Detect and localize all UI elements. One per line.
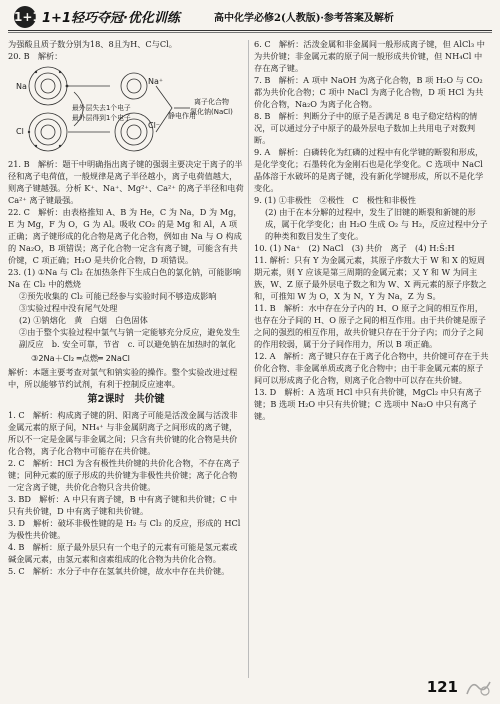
ionic-bond-diagram [14,64,244,156]
left-paragraph: 1. C 解析：构成离子键的阴、阳离子可能是活泼金属与活泼非金属元素的原子间，NH₄⁺ 与非金属阴离子之间形成的离子键，所以不一定是金属与非金属之间；只含有共价键的化合物是共价化合物，离子化合物中可能存在共价键。 [8,410,238,456]
left-paragraph: 解析：本题主要考查对氯气和钠实验的操作。整个实验改进过程中，所以能够节约试剂，有利于控制反应速率。 [8,367,238,389]
right-paragraph: 7. B 解析：A 项中 NaOH 为离子化合物，B 项 H₂O 与 CO₂ 都为共价化合物；C 项中 NaCl 为离子化合物，D 项 HCl 为共价化合物，Na₂O 为离子化合物。 [254,75,484,109]
diagram-label-nacl: 氯化钠(NaCl) [190,108,233,116]
right-paragraph: 13. D 解析：A 选项 HCl 中只有共价键，MgCl₂ 中只有离子键；B 选项 H₂O 中只有共价键；C 选项中 Na₂O 中只有离子键。 [254,387,482,421]
right-paragraph: 8. B 解析：判断分子中的原子是否满足 8 电子稳定结构的情况，可以通过分子中原子的最外层电子数加上共用电子对数判断。 [254,111,478,145]
left-paragraph: ②由于整个实验过程中氯气与钠一定能够充分反应，避免发生副反应 b. 安全可靠，节省 c. 可以避免钠在加热时的氧化 [19,327,241,349]
book-subtitle: 高中化学必修2(人教版)·参考答案及解析 [214,13,394,24]
left-paragraph: 5. C 解析：水分子中存在氢氧共价键，故水中存在共价键。 [8,566,230,576]
left-paragraph: 23. (1) ①Na 与 Cl₂ 在加热条件下生成白色的氯化钠，可能影响 Na 在 Cl₂ 中的燃烧 [8,267,241,289]
left-paragraph: 21. B 解析：题干中明确指出离子键的强弱主要决定于离子的半径和离子电荷值，一般规律是离子半径越小，离子电荷值越大，则离子键越强。分析 K⁺、Na⁺、Mg²⁺、Ca²⁺ 的离子半径和电荷 Ca²⁺ 离子键最强。 [8,159,244,205]
header-rule-thin [8,32,492,33]
left-paragraph: 3. BD 解析：A 中只有离子键，B 中有离子键和共价键；C 中只有共价键，D 中有离子键和共价键。 [8,494,238,516]
left-paragraph: 22. C 解析：由表格推知 A、B 为 He，C 为 Na，D 为 Mg，E 为 Mg，F 为 O，G 为 Al。吸收 CO₂ 的是 Mg 和 Al，A 项正确；离子键形成的化合物是离子化合物，例如由 Na 与 O 构成的 Na₂O，B 项错误；离子化合物一定含有离子键，可能含有共价键，C 项正确；H₂O 是共价化合物，D 项错误。 [8,207,242,265]
left-paragraph: 20. B 解析： [8,51,63,61]
brand-logo-icon: 1+1 [14,6,36,28]
header-rule [8,30,492,31]
right-paragraph: 12. A 解析：离子键只存在于离子化合物中，共价键可存在于共价化合物、非金属单质或离子化合物中；由于非金属元素的原子间可以形成离子化合物，则离子化合物中可以存在共价键。 [254,351,489,385]
right-paragraph: (2) 由于在本分解的过程中，发生了旧键的断裂和新键的形成，属于化学变化；由 H₂O 生成 O₂ 与 H₂，反应过程中分子的种类和数目发生了变化。 [265,207,488,241]
left-column [8,38,244,577]
diagram-label-ionic-compound: 离子化合物 [194,98,229,106]
right-paragraph: 9. (1) ①非极性 ②极性 C 极性和非极性 [254,195,416,205]
left-paragraph: ③实验过程中没有尾气处理 [19,303,118,313]
brand-title: 1+1轻巧夺冠·优化训练 [42,11,180,26]
diagram-ion-cl: Cl⁻ [148,121,161,130]
left-paragraph: 2. C 解析：HCl 为含有极性共价键的共价化合物，不存在离子键；同种元素的原子形成的共价键为非极性共价键；离子化合物一定含离子键，共价化合物只含共价键。 [8,458,240,492]
left-paragraph: 为强酸且质子数分别为18、8且为H、C与Cl。 [8,39,177,49]
left-paragraph: 3. D 解析：破坏非极性键的是 H₂ 与 Cl₂ 的反应，形成的 HCl 为极性共价键。 [8,518,241,540]
diagram-atom-cl: Cl [16,127,24,136]
diagram-label-electrostatic: 静电作用 [168,112,196,120]
right-paragraph: 11. B 解析：水中存在分子内的 H、O 原子之间的相互作用，也存在分子间的 H、O 原子之间的相互作用。由于共价键是原子之间的强烈的相互作用，故共价键只存在于分子内；而分子之间的作用较弱，属于分子间作用力，所以 B 项正确。 [254,303,486,349]
page-number: 121 [426,678,458,696]
diagram-ion-na: Na⁺ [148,77,164,86]
left-paragraph: 4. B 解析：原子最外层只有一个电子的元素有可能是氢元素或碱金属元素，由氢元素和卤素组成的化合物为共价化合物。 [8,542,238,564]
section-title: 第2课时 共价键 [87,394,165,405]
diagram-label-gain: 最外层得到1个电子 [72,114,131,122]
right-column [254,38,490,422]
right-paragraph: 6. C 解析：活泼金属和非金属间一般形成离子键，但 AlCl₃ 中为共价键；非金属元素的原子间一般形成共价键，但 NH₄Cl 中存在离子键。 [254,39,485,73]
right-paragraph: 11. 解析：只有 Y 为金属元素，其原子序数大于 W 和 X 的短周期元素，则 Y 应该是第三周期的金属元素；又 Y 和 W 为同主族，W、Z 原子最外层电子数之和为 W、X 两元素的原子序数之和，可推知 W 为 O，X 为 N，Y 为 Na，Z 为 S。 [254,255,487,301]
watermark-stamp-icon [464,676,492,698]
diagram-atom-na: Na [16,82,27,91]
left-paragraph: (2) ①钠熔化 黄 白烟 白色固体 [19,315,148,325]
diagram-label-lose: 最外层失去1个电子 [72,104,131,112]
left-paragraph: ②预先收集的 Cl₂ 可能已经参与实验时间不够造成影响 [19,291,217,301]
reaction-equation: ③2Na＋Cl₂ ═点燃═ 2NaCl [31,353,130,363]
right-paragraph: 9. A 解析：白磷转化为红磷的过程中有化学键的断裂和形成，是化学变化；石墨转化为金刚石也是化学变化。C 选项中 NaCl 晶体溶于水破坏的是离子键，没有新化学键形成，所以不是化学变化。 [254,147,484,193]
column-divider [248,40,249,678]
right-paragraph: 10. (1) Na⁺ (2) NaCl (3) 共价 离子 (4) H:Ṡ:H [254,243,455,253]
